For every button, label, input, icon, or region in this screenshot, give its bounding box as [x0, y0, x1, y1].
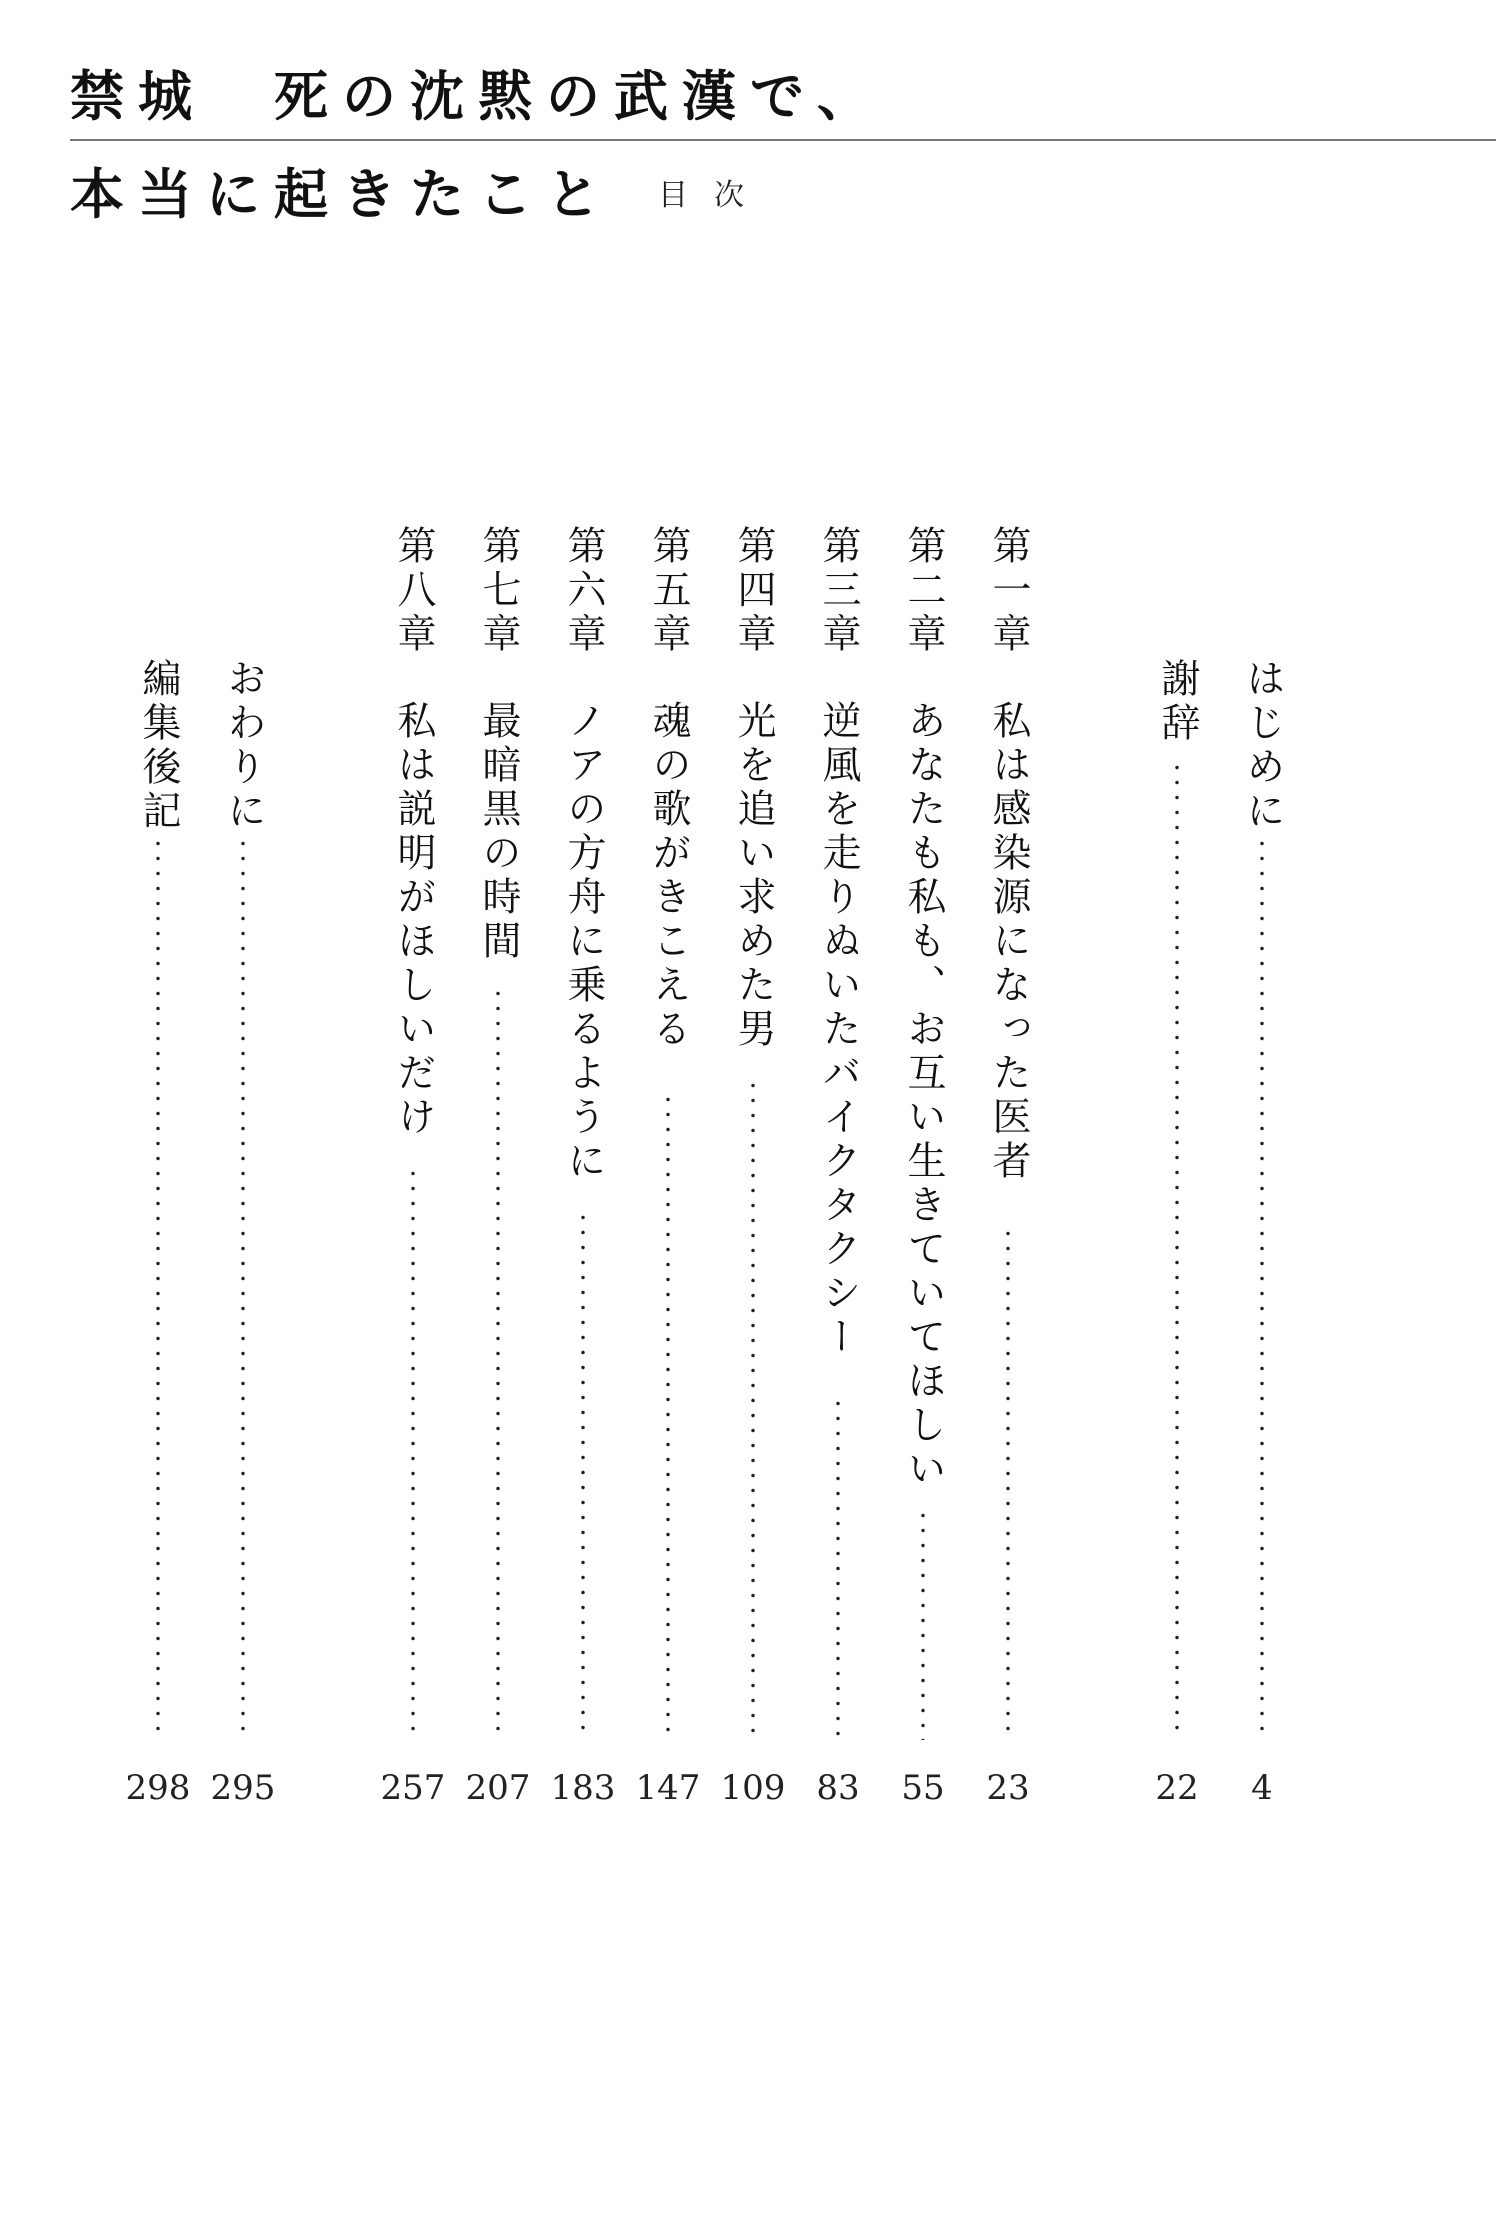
toc-entry-chapter-4[interactable] [720, 0, 786, 2220]
book-title-line-1: 禁城 死の沈黙の武漢で、 [70, 65, 885, 128]
entry-title: 私は説明がほしいだけ [391, 700, 436, 1140]
dot-leader [665, 1092, 671, 1740]
toc-entry-chapter-5[interactable] [635, 0, 701, 2220]
page-number: 23 [986, 1768, 1030, 1808]
toc-label: 目次 [658, 178, 770, 213]
entry-title: 謝辞 [1155, 658, 1200, 746]
dot-leader [1259, 836, 1265, 1740]
entry-title: あなたも私も、お互い生きていてほしい [901, 700, 946, 1492]
entry-title: ノアの方舟に乗るように [561, 700, 606, 1184]
dot-leader [835, 1396, 841, 1740]
dot-leader [1005, 1226, 1011, 1740]
entry-title: 編集後記 [136, 658, 181, 834]
page-number: 257 [380, 1768, 446, 1808]
dot-leader [495, 986, 501, 1740]
book-title-line-2: 本当に起きたこと [70, 163, 614, 226]
chapter-number: 第四章 [731, 525, 776, 657]
entry-title: はじめに [1240, 658, 1285, 834]
page-number: 22 [1155, 1768, 1199, 1808]
page-number: 55 [901, 1768, 945, 1808]
toc-entry-hajimeni[interactable] [1232, 0, 1292, 2220]
chapter-number: 第六章 [561, 525, 606, 657]
page-number: 183 [550, 1768, 616, 1808]
toc-entry-chapter-6[interactable] [550, 0, 616, 2220]
toc-entry-chapter-3[interactable] [808, 0, 868, 2220]
entry-title: 逆風を走りぬいたバイクタクシー [816, 700, 861, 1360]
entry-title: 光を追い求めた男 [731, 700, 776, 1052]
dot-leader [580, 1210, 586, 1740]
page-number: 147 [635, 1768, 701, 1808]
chapter-number: 第五章 [646, 525, 691, 657]
entry-title: おわりに [221, 658, 266, 834]
page-number: 207 [465, 1768, 531, 1808]
chapter-number: 第八章 [391, 525, 436, 657]
dot-leader [240, 836, 246, 1740]
toc-entry-chapter-2[interactable] [893, 0, 953, 2220]
chapter-number: 第二章 [901, 525, 946, 657]
toc-entry-chapter-8[interactable] [380, 0, 446, 2220]
toc-entry-owarini[interactable] [210, 0, 276, 2220]
entry-title: 魂の歌がきこえる [646, 700, 691, 1052]
chapter-number: 第三章 [816, 525, 861, 657]
toc-entry-henshu-koki[interactable] [125, 0, 191, 2220]
toc-entry-chapter-1[interactable] [978, 0, 1038, 2220]
entry-title: 私は感染源になった医者 [986, 700, 1031, 1184]
entry-title: 最暗黒の時間 [476, 700, 521, 964]
toc-entry-chapter-7[interactable] [465, 0, 531, 2220]
toc-entry-shaji[interactable] [1147, 0, 1207, 2220]
page-number: 83 [816, 1768, 860, 1808]
dot-leader [410, 1166, 416, 1740]
dot-leader [750, 1078, 756, 1740]
page-number: 298 [125, 1768, 191, 1808]
page-number: 295 [210, 1768, 276, 1808]
dot-leader [1174, 760, 1180, 1740]
page-number: 4 [1251, 1768, 1273, 1808]
dot-leader [155, 836, 161, 1740]
page-number: 109 [720, 1768, 786, 1808]
chapter-number: 第一章 [986, 525, 1031, 657]
dot-leader [920, 1508, 926, 1740]
chapter-number: 第七章 [476, 525, 521, 657]
